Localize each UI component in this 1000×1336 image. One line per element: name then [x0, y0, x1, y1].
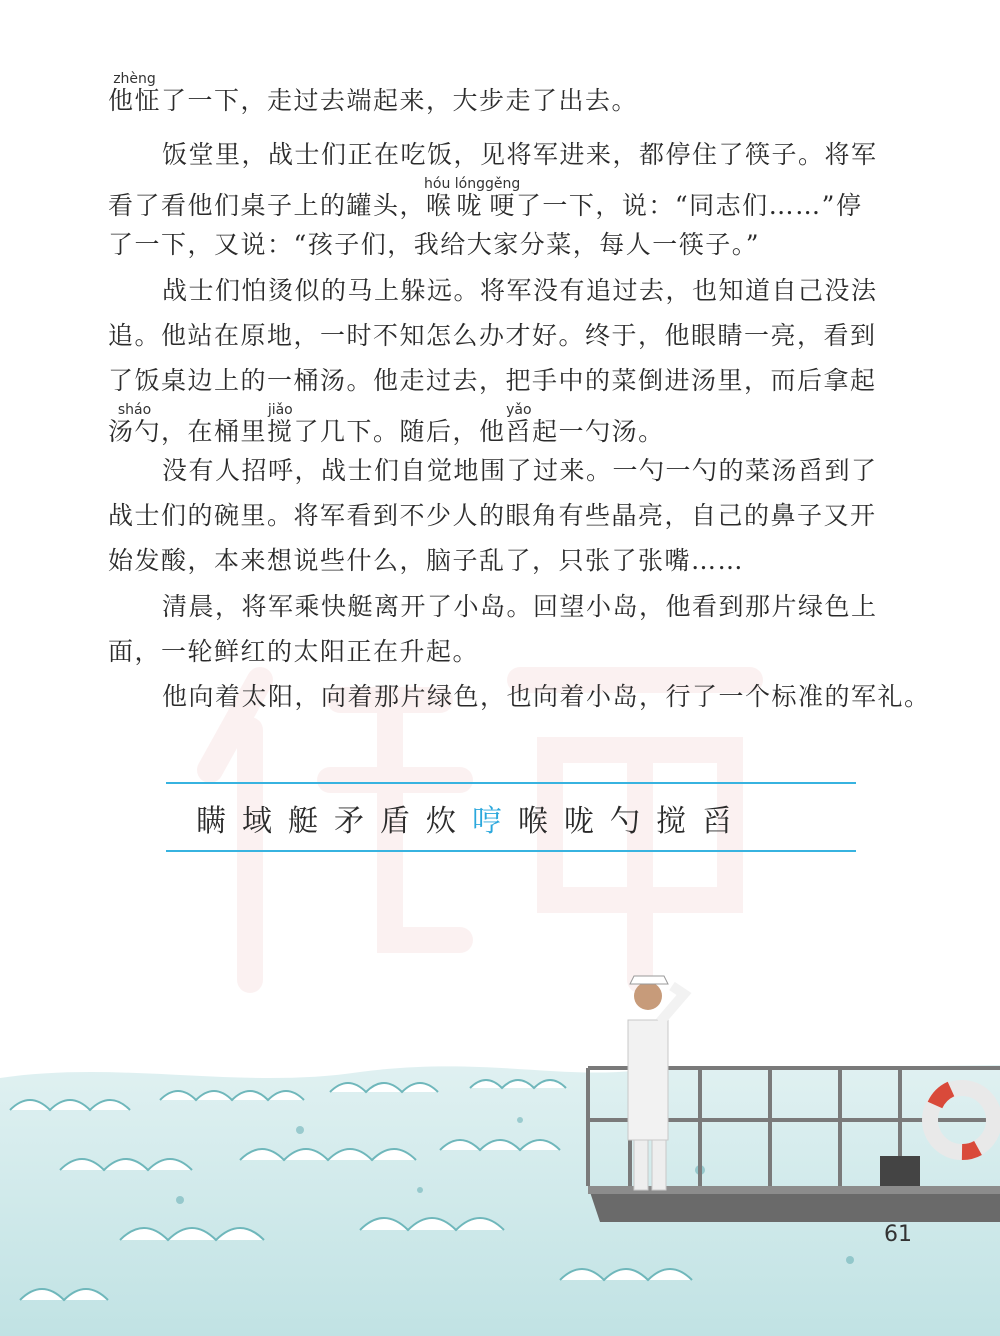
pinyin: hóu lóng	[424, 176, 486, 192]
pinyin-annotated-word: 他怔zhèng	[108, 71, 162, 115]
new-character: 艇	[288, 804, 318, 839]
text-line	[108, 403, 914, 448]
text-segment: 始发酸，本来想说些什么，脑子乱了，只张了张嘴……	[108, 546, 745, 575]
text-line	[108, 674, 931, 719]
text-line	[108, 629, 914, 674]
text-segment: 战士们怕烫似的马上躲远。将军没有追过去，也知道自己没法	[162, 276, 878, 305]
pinyin-annotated-word: 搅jiǎo	[267, 402, 294, 446]
page-number: 61	[884, 1222, 912, 1247]
pinyin: yǎo	[505, 402, 533, 418]
new-characters-box	[166, 782, 856, 852]
new-character: 勺	[610, 804, 640, 839]
text-segment: 了饭桌边上的一桶汤。他走过去，把手中的菜倒进汤里，而后拿起	[108, 366, 877, 395]
text-segment: 战士们的碗里。将军看到不少人的眼角有些晶亮，自己的鼻子又开	[108, 501, 877, 530]
pinyin: jiǎo	[267, 402, 294, 418]
new-character: 瞒	[196, 804, 226, 839]
new-character: 盾	[380, 804, 410, 839]
pinyin: gěng	[485, 176, 521, 192]
text-line	[108, 584, 914, 629]
text-segment: ，在桶里	[161, 417, 268, 446]
paragraph	[108, 268, 914, 448]
new-character: 舀	[702, 804, 732, 839]
text-line	[108, 222, 914, 267]
new-character: 搅	[656, 804, 686, 839]
new-character: 咙	[564, 804, 594, 839]
paragraph	[108, 584, 914, 674]
text-segment: 了几下。随后，他	[293, 417, 506, 446]
text-line	[108, 493, 914, 538]
text-line	[108, 448, 914, 493]
pinyin: sháo	[108, 402, 161, 418]
text-line	[108, 538, 914, 583]
text-segment: 起一勺汤。	[532, 417, 665, 446]
paragraph	[108, 674, 931, 719]
paragraph	[108, 448, 914, 583]
text-segment: 看了看他们桌子上的罐头，	[108, 191, 427, 220]
text-line	[108, 72, 914, 117]
pinyin-annotated-word: 哽gěng	[485, 176, 521, 220]
text-segment: 没有人招呼，战士们自觉地围了过来。一勺一勺的菜汤舀到了	[162, 456, 878, 485]
new-character: 矛	[334, 804, 364, 839]
text-line	[108, 132, 914, 177]
new-character: 域	[242, 804, 272, 839]
pinyin-annotated-word: 喉咙hóu lóng	[424, 176, 486, 220]
text-segment: 面，一轮鲜红的太阳正在升起。	[108, 637, 480, 666]
pinyin-annotated-word: 汤勺sháo	[108, 402, 162, 446]
pinyin: zhèng	[108, 71, 162, 87]
text-segment: 追。他站在原地，一时不知怎么办才好。终于，他眼睛一亮，看到	[108, 321, 877, 350]
text-line	[108, 177, 914, 222]
pinyin-annotated-word: 舀yǎo	[505, 402, 533, 446]
text-segment: 清晨，将军乘快艇离开了小岛。回望小岛，他看到那片绿色上	[162, 592, 878, 621]
new-characters-row	[196, 796, 732, 840]
paragraph	[108, 132, 914, 267]
text-segment: 了一下，说：“同志们……”停	[515, 191, 863, 220]
text-line	[108, 268, 914, 313]
new-character: 炊	[426, 804, 456, 839]
text-segment: 了一下，又说：“孩子们，我给大家分菜，每人一筷子。”	[108, 230, 761, 259]
text-segment: 饭堂里，战士们正在吃饭，见将军进来，都停住了筷子。将军	[162, 140, 878, 169]
new-character: 哼	[472, 804, 502, 839]
paragraph	[108, 72, 914, 117]
text-segment: 他向着太阳，向着那片绿色，也向着小岛，行了一个标准的军礼。	[162, 682, 931, 711]
illustration-general-on-boat	[0, 960, 1000, 1336]
text-line	[108, 313, 914, 358]
text-line	[108, 358, 914, 403]
new-character: 喉	[518, 804, 548, 839]
text-segment: 了一下，走过去端起来，大步走了出去。	[161, 86, 639, 115]
